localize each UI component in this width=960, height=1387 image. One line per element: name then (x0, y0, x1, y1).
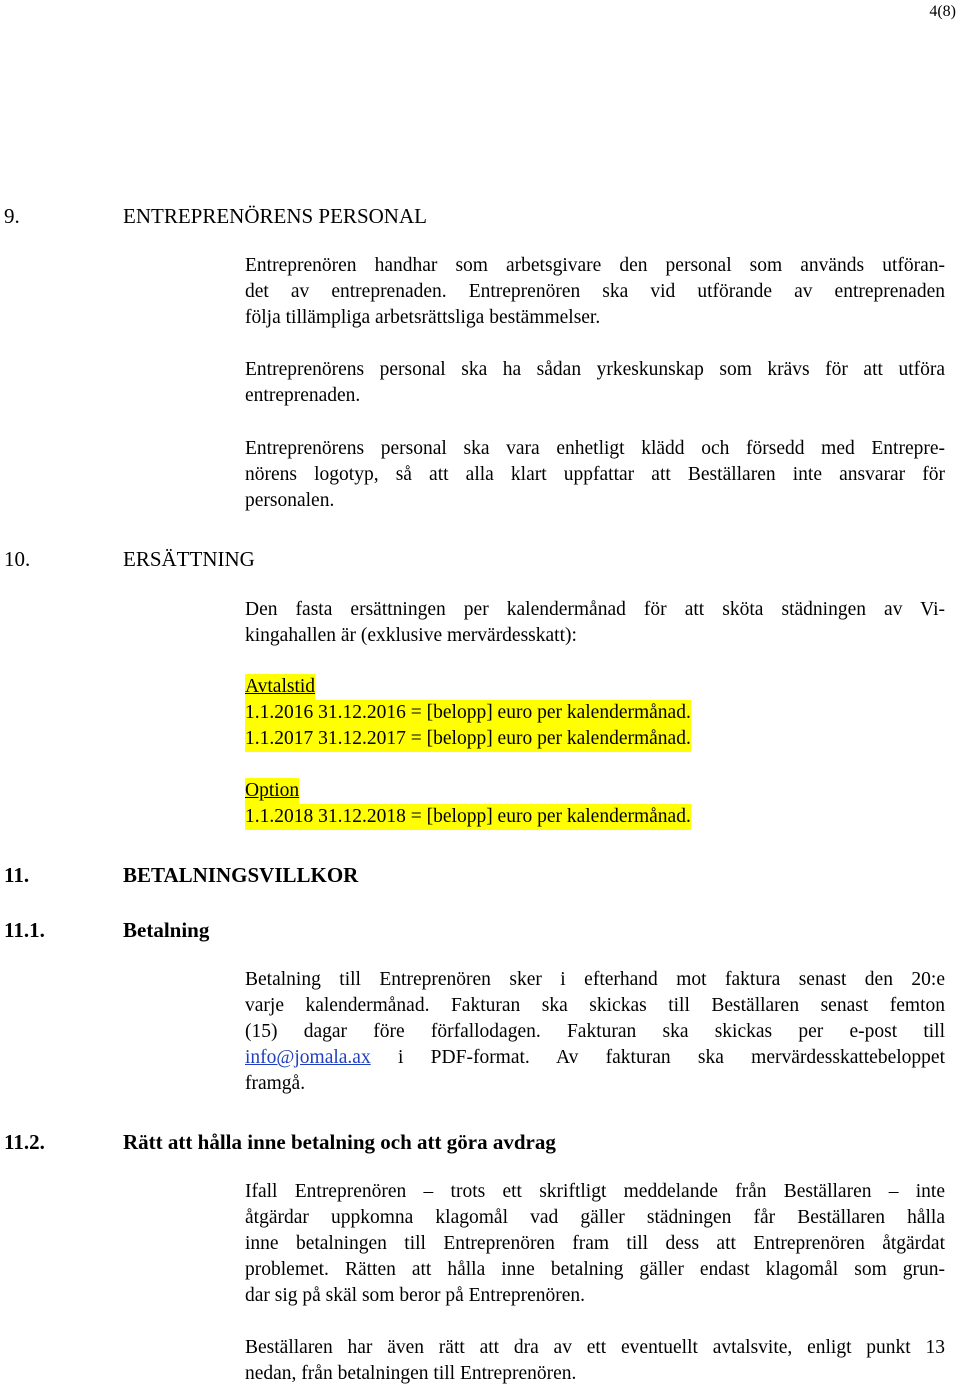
section-9-paragraph-1 (245, 253, 945, 331)
text-line-with-email (245, 1045, 945, 1071)
section-11-2-title: Rätt att hålla inne betalning och att göra avdrag (123, 1130, 556, 1154)
text-line: personalen. (245, 490, 335, 511)
section-9-number: 9. (4, 204, 20, 228)
option-row: 1.1.2018 31.12.2018 = [belopp] euro per kalendermånad. (245, 804, 691, 830)
text-after-email: i PDF-format. Av fakturan ska mervärdesskattebeloppet (370, 1047, 945, 1068)
text-line: dar sig på skäl som beror på Entreprenören. (245, 1285, 586, 1306)
text-line: framgå. (245, 1073, 306, 1094)
option-label: Option (245, 778, 299, 804)
section-11-1-paragraph (245, 967, 945, 1097)
section-9-title: ENTREPRENÖRENS PERSONAL (123, 204, 427, 228)
section-9-paragraph-3 (245, 436, 945, 514)
section-10-number: 10. (4, 547, 31, 571)
option-block (245, 778, 691, 830)
section-10-paragraph-1 (245, 597, 945, 649)
section-9-heading (4, 203, 427, 229)
section-11-1-title: Betalning (123, 918, 210, 942)
text-line: entreprenaden. (245, 385, 361, 406)
section-10-heading (4, 546, 255, 572)
avtalstid-label: Avtalstid (245, 674, 315, 700)
text-line: åtgärdar uppkomna klagomål vad gäller städningen får Beställaren hålla (245, 1207, 945, 1228)
text-line: nedan, från betalningen till Entreprenören. (245, 1363, 577, 1384)
email-link[interactable]: info@jomala.ax (245, 1047, 371, 1068)
section-11-2-heading (4, 1129, 556, 1155)
section-11-2-number: 11.2. (4, 1130, 45, 1154)
avtalstid-block (245, 674, 691, 752)
section-10-title: ERSÄTTNING (123, 547, 255, 571)
text-line: Entreprenörens personal ska vara enhetligt klädd och försedd med Entrepre- (245, 438, 945, 459)
text-line: följa tillämpliga arbetsrättsliga bestämmelser. (245, 307, 601, 328)
section-11-2-paragraph-2 (245, 1335, 945, 1387)
section-11-number: 11. (4, 863, 30, 887)
text-line: problemet. Rätten att hålla inne betalning gäller endast klagomål som grun- (245, 1259, 945, 1280)
text-line: varje kalendermånad. Fakturan ska skickas till Beställaren senast femton (245, 995, 945, 1016)
text-line: Betalning till Entreprenören sker i efterhand mot faktura senast den 20:e (245, 969, 945, 990)
page-number: 4(8) (929, 3, 956, 20)
text-line: (15) dagar före förfallodagen. Fakturan ska skickas per e-post till (245, 1021, 945, 1042)
section-11-1-heading (4, 917, 209, 943)
section-11-1-number: 11.1. (4, 918, 45, 942)
text-line: Entreprenörens personal ska ha sådan yrkeskunskap som krävs för att utföra (245, 359, 945, 380)
text-line: Entreprenören handhar som arbetsgivare den personal som används utföran- (245, 255, 945, 276)
text-line: inne betalningen till Entreprenören fram till dess att Entreprenören åtgärdat (245, 1233, 945, 1254)
avtalstid-row: 1.1.2016 31.12.2016 = [belopp] euro per kalendermånad. (245, 700, 691, 726)
section-11-heading (4, 862, 358, 888)
text-line: nörens logotyp, så att alla klart uppfattar att Beställaren inte ansvarar för (245, 464, 945, 485)
text-line: Den fasta ersättningen per kalendermånad för att sköta städningen av Vi- (245, 599, 945, 620)
text-line: kingahallen är (exklusive mervärdesskatt): (245, 625, 577, 646)
avtalstid-row: 1.1.2017 31.12.2017 = [belopp] euro per kalendermånad. (245, 726, 691, 752)
text-line: det av entreprenaden. Entreprenören ska vid utförande av entreprenaden (245, 281, 945, 302)
text-line: Beställaren har även rätt att dra av ett eventuellt avtalsvite, enligt punkt 13 (245, 1337, 945, 1358)
section-11-title: BETALNINGSVILLKOR (123, 863, 359, 887)
text-line: Ifall Entreprenören – trots ett skriftligt meddelande från Beställaren – inte (245, 1181, 945, 1202)
section-9-paragraph-2 (245, 357, 945, 409)
section-11-2-paragraph-1 (245, 1179, 945, 1309)
